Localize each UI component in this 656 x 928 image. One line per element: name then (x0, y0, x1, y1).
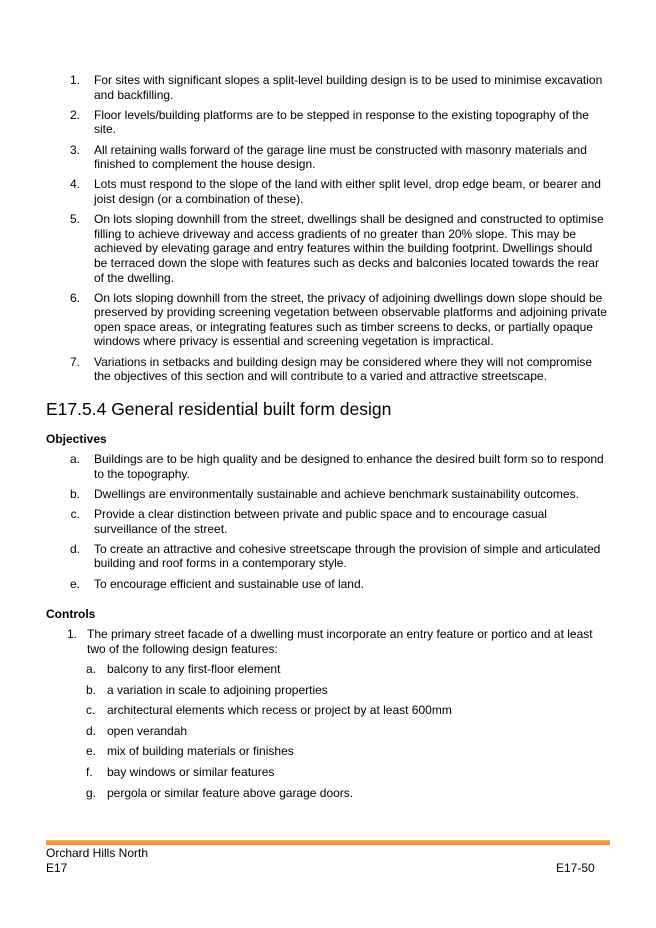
list-item (0, 507, 612, 536)
slope-controls-list (0, 73, 608, 389)
list-item (0, 73, 608, 102)
item-text: All retaining walls forward of the garage line must be constructed with masonry materials and finished to complement the house design. (94, 142, 587, 172)
item-text: Floor levels/building platforms are to be stepped in response to the existing topography of the site. (94, 107, 589, 137)
footer-section: E17 (46, 861, 68, 875)
item-text: For sites with significant slopes a split-level building design is to be used to minimise excavation and backfilling. (94, 73, 603, 102)
item-text: Lots must respond to the slope of the land with either split level, drop edge beam, or bearer and joist design (or a combination of these). (94, 177, 601, 206)
list-item (0, 662, 452, 677)
list-item (0, 765, 452, 780)
item-letter: f. (86, 764, 93, 779)
item-text: To create an attractive and cohesive streetscape through the provision of simple and articulated building and roof forms in a contemporary style. (94, 541, 601, 571)
item-letter: b. (86, 682, 97, 697)
item-number: 6. (69, 290, 80, 305)
item-number: 2. (69, 107, 80, 122)
item-number: 3. (69, 142, 80, 157)
list-item (0, 703, 452, 718)
list-item (0, 143, 608, 172)
page-number: E17-50 (556, 861, 595, 875)
item-text: mix of building materials or finishes (107, 744, 294, 759)
item-letter: e. (69, 576, 80, 591)
item-letter: d. (69, 541, 80, 556)
item-text: The primary street facade of a dwelling must incorporate an entry feature or portico and at least two of the following design features: (87, 627, 593, 656)
item-number: 7. (69, 354, 80, 369)
list-item (0, 108, 608, 137)
item-letter: d. (86, 723, 97, 738)
list-item (0, 744, 452, 759)
objectives-heading: Objectives (46, 432, 107, 446)
item-text: Variations in setbacks and building design may be considered where they will not compromise the objectives of this section and will contribute to a varied and attractive streetscape. (94, 354, 593, 384)
list-item (0, 452, 612, 481)
item-letter: g. (86, 785, 97, 800)
list-item (0, 291, 608, 349)
list-item (0, 212, 608, 285)
item-number: 1. (67, 627, 78, 641)
item-text: open verandah (107, 723, 188, 738)
list-item (0, 724, 452, 739)
item-text: Provide a clear distinction between private and public space and to encourage casual surveillance of the street. (94, 506, 547, 536)
item-number: 1. (69, 73, 80, 87)
item-text: balcony to any first-floor element (107, 662, 281, 676)
item-text: To encourage efficient and sustainable use of land. (94, 576, 364, 591)
list-item (0, 577, 612, 592)
design-features-list (0, 662, 452, 806)
item-number: 4. (69, 177, 80, 192)
item-text: Buildings are to be high quality and be designed to enhance the desired built form so to respond to the topography. (94, 452, 604, 481)
item-letter: c. (70, 506, 80, 521)
item-letter: a. (69, 452, 80, 466)
item-letter: c. (86, 703, 96, 718)
list-item (0, 542, 612, 571)
item-text: a variation in scale to adjoining properties (107, 682, 328, 697)
footer-divider (46, 840, 610, 845)
item-letter: e. (86, 744, 97, 759)
section-heading: E17.5.4 General residential built form design (46, 399, 392, 419)
item-text: bay windows or similar features (107, 764, 275, 779)
list-item (0, 355, 608, 384)
item-letter: b. (69, 486, 80, 501)
objectives-list (0, 452, 612, 597)
footer-info (46, 846, 148, 876)
list-item (0, 786, 452, 801)
item-number: 5. (69, 212, 80, 227)
list-item (0, 683, 452, 698)
footer-title: Orchard Hills North (46, 846, 149, 860)
item-text: pergola or similar feature above garage doors. (107, 785, 354, 800)
item-text: Dwellings are environmentally sustainable and achieve benchmark sustainability outcomes. (94, 486, 579, 501)
controls-heading: Controls (46, 607, 96, 621)
item-text: architectural elements which recess or project by at least 600mm (107, 703, 452, 718)
controls-list (0, 627, 605, 656)
list-item (0, 627, 605, 656)
list-item (0, 177, 608, 206)
item-text: On lots sloping downhill from the street, dwellings shall be designed and constructed to optimise filling to achieve driveway and access gradients of no greater than 20% slope. This may be achieved by elevating garage and entry features within the building footprint. Dwellings should be terraced down the slope with features such as decks and balconies located towards the rear of the dwelling. (94, 212, 604, 285)
list-item (0, 487, 612, 502)
item-letter: a. (86, 662, 97, 676)
item-text: On lots sloping downhill from the street, the privacy of adjoining dwellings down slope should be preserved by providing screening vegetation between observable platforms and adjoining private open space areas, or integrating features such as timber screens to decks, or partially opaque windows where privacy is essential and screening vegetation is impractical. (94, 290, 607, 349)
